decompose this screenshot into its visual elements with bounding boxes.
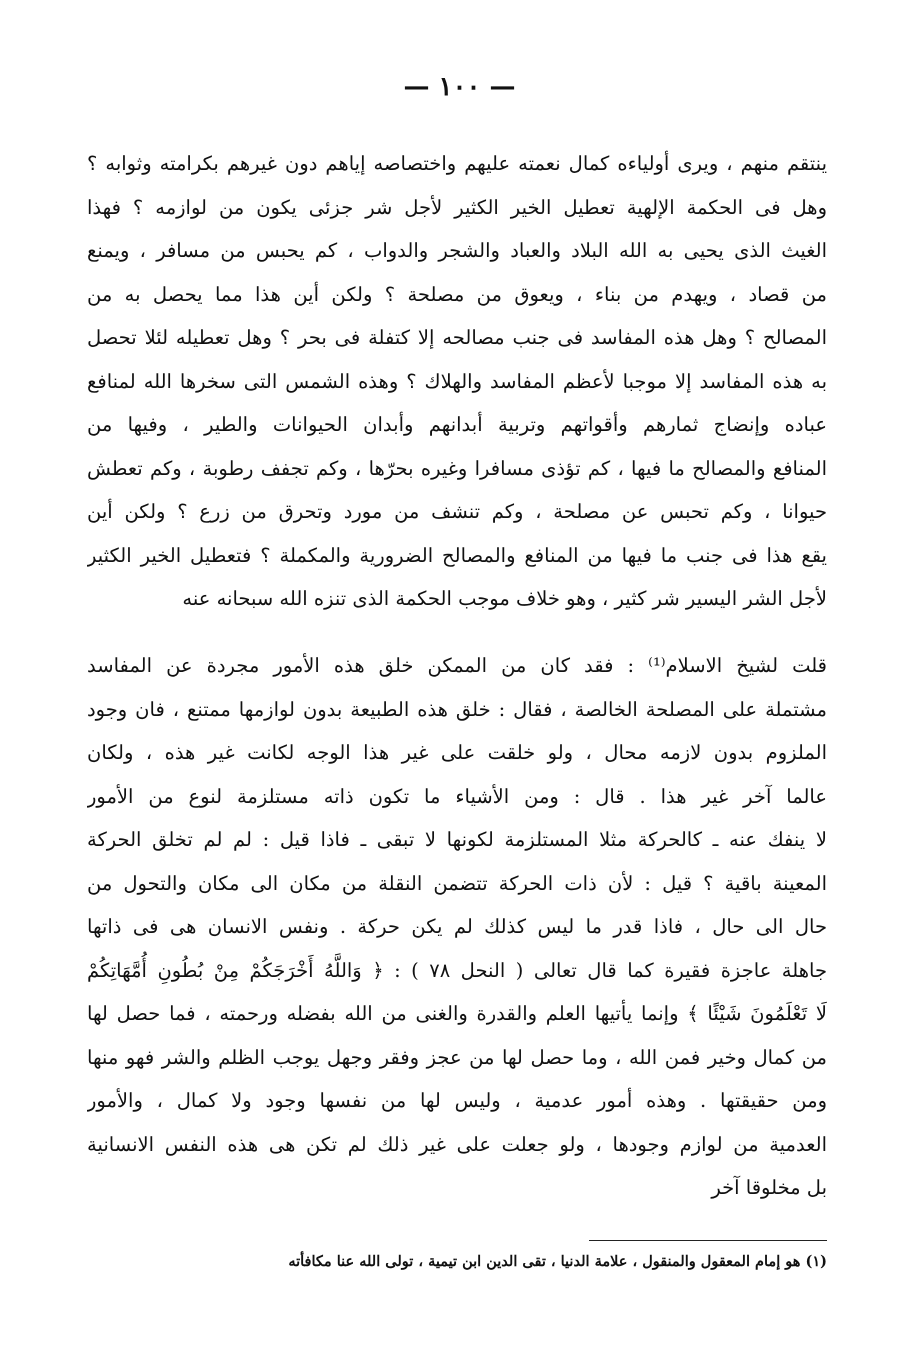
text-line: عباده وإنضاج ثمارهم وأقواتهم وتربية أبدانهم وأبدان الحيوانات والطير ، وفيها من <box>87 413 827 436</box>
text-line: به هذه المفاسد إلا موجبا لأعظم المفاسد والهلاك ؟ وهذه الشمس التى سخرها الله لمنافع <box>87 369 827 393</box>
page-number: — ١٠٠ — <box>403 72 516 102</box>
text-line: ومن حقيقتها . وهذه أمور عدمية ، وليس لها من نفسها وجود ولا كمال ، والأمور <box>87 1089 827 1112</box>
text-line: عالما آخر غير هذا . قال : ومن الأشياء ما تكون ذاته مستلزمة لنوع من الأمور <box>87 784 827 808</box>
text-line: من قصاد ، ويهدم من بناء ، ويعوق من مصلحة ؟ ولكن أين هذا مما يحصل به من <box>87 282 827 306</box>
text-line: من كمال وخير فمن الله ، وما حصل لها من عجز وفقر وجهل يوجب الظلم والشر فهو منها <box>87 1045 827 1069</box>
footnote: (١) هو إمام المعقول والمنقول ، علامة الدنيا ، تقى الدين ابن تيمية ، تولى الله عنا مكافأته <box>288 1253 827 1270</box>
text-line: جاهلة عاجزة فقيرة كما قال تعالى ( النحل ٧٨ ) : ﴿ وَاللَّهُ أَخْرَجَكُمْ مِنْ بُطُونِ أُمَّهَاتِكُمْ <box>87 958 827 982</box>
text-line: الملزوم بدون لازمه محال ، ولو خلقت على غير هذا الوجه لكانت غير هذه ، ولكان <box>87 741 827 764</box>
text-line: المعينة باقية ؟ قيل : لأن ذات الحركة تتضمن النقلة من مكان الى مكان والتحول من <box>87 871 827 895</box>
text-line: مشتملة على المصلحة الخالصة ، فقال : خلق هذه الطبيعة بدون لوازمها ممتنع ، فان وجود <box>87 697 827 721</box>
text-line: حيوانا ، وكم تحبس عن مصلحة ، وكم تنشف من مورد وتحرق من زرع ؟ ولكن أين <box>87 500 827 523</box>
text-line: بل مخلوقا آخر <box>711 1176 827 1199</box>
text-line: المنافع والمصالح ما فيها ، كم تؤذى مسافرا وغيره بحرّها ، وكم تجفف رطوبة ، وكم تعطش <box>87 456 827 480</box>
text-line: لا ينفك عنه ـ كالحركة مثلا المستلزمة لكونها لا تبقى ـ فاذا قيل : لم لم تخلق الحركة <box>87 828 827 851</box>
footnote-divider <box>589 1240 827 1241</box>
text-line: لأجل الشر اليسير شر كثير ، وهو خلاف موجب الحكمة الذى تنزه الله سبحانه عنه <box>182 587 827 610</box>
text-line: ينتقم منهم ، ويرى أولياءه كمال نعمته عليهم واختصاصه إياهم دون غيرهم بكرامته وثوابه ؟ <box>87 152 827 175</box>
text-line: المصالح ؟ وهل هذه المفاسد فى جنب مصالحه إلا كتفلة فى بحر ؟ وهل تعطيله لئلا تحصل <box>87 326 827 349</box>
text-line: العدمية من لوازم وجودها ، ولو جعلت على غير ذلك لم تكن هى هذه النفس الانسانية <box>87 1132 827 1156</box>
text-line: حال الى حال ، فاذا قدر ما ليس كذلك لم يكن حركة . ونفس الانسان هى فى ذاتها <box>87 915 827 938</box>
text-line: لَا تَعْلَمُونَ شَيْئًا ﴾ وإنما يأتيها العلم والقدرة والغنى من الله بفضله ورحمته ، فما حصل لها <box>87 1002 827 1025</box>
text-line: وهل فى الحكمة الإلهية تعطيل الخير الكثير لأجل شر جزئى يكون من لوازمه ؟ فهذا <box>87 195 827 219</box>
paragraph-1 <box>87 142 827 621</box>
text-line: الغيث الذى يحيى به الله البلاد والعباد والشجر والدواب ، كم يحبس من مسافر ، ويمنع <box>87 239 827 262</box>
text-line: يقع هذا فى جنب ما فيها من المنافع والمصالح الضرورية والمكملة ؟ فتعطيل الخير الكثير <box>87 543 827 567</box>
text-line: قلت لشيخ الاسلام⁽¹⁾ : فقد كان من الممكن خلق هذه الأمور مجردة عن المفاسد <box>87 654 827 677</box>
paragraph-2 <box>87 644 827 1210</box>
